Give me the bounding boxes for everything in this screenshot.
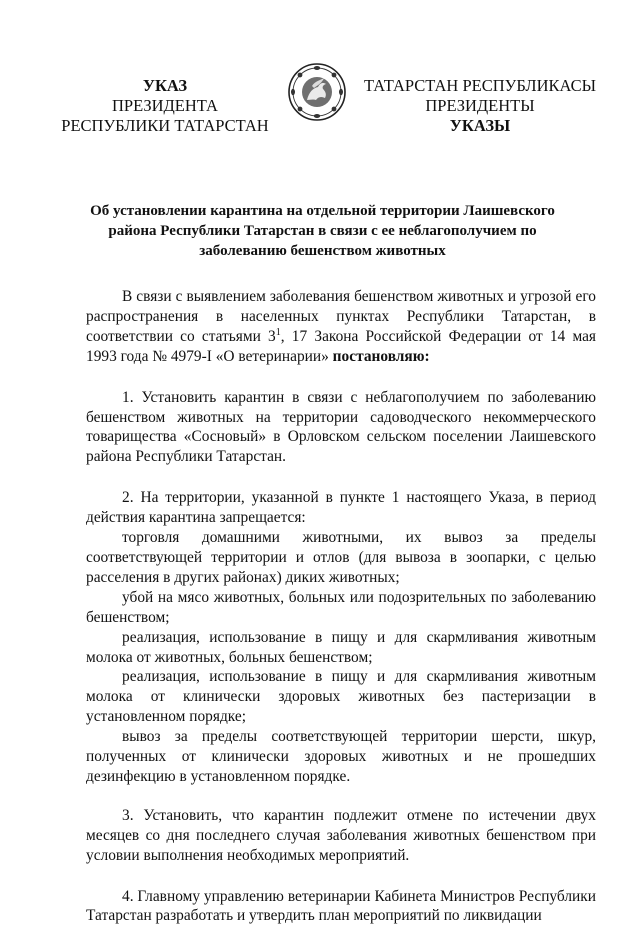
header-right-line-1: ТАТАРСТАН РЕСПУБЛИКАСЫ — [363, 76, 596, 95]
item-2-intro: 2. На территории, указанной в пункте 1 настоящего Указа, в период действия карантина запрещается: — [86, 489, 596, 527]
header-left-line-3: РЕСПУБЛИКИ ТАТАРСТАН — [61, 116, 269, 135]
decree-body — [86, 287, 596, 926]
item-1-paragraph: 1. Установить карантин в связи с неблагополучием по заболеванию бешенством животных на территории садоводческого некоммерческого товарищества «Сосновый» в Орловском сельском поселении Лаишевского района Республики Татарстан. — [86, 388, 596, 466]
coat-of-arms-tatarstan-icon — [287, 62, 347, 122]
header-left-line-2: ПРЕЗИДЕНТА — [112, 96, 218, 115]
title-line-1: Об установлении карантина на отдельной территории Лаишевского — [90, 203, 555, 219]
decree-title — [80, 201, 565, 261]
item-4-paragraph: 4. Главному управлению ветеринарии Кабинета Министров Республики Татарстан разработать и утвердить план мероприятий по ликвидации — [86, 887, 596, 925]
item-3-paragraph: 3. Установить, что карантин подлежит отмене по истечении двух месяцев со дня последнего случая заболевания животных бешенством при условии выполнения необходимых мероприятий. — [86, 806, 596, 864]
header-left-block — [60, 76, 270, 136]
header-right-line-2: ПРЕЗИДЕНТЫ — [425, 96, 535, 115]
preamble-superscript: 1 — [275, 326, 281, 338]
preamble-text-2: , 17 Закона Российской Федерации от 14 мая 1993 года № 4979-I «О ветеринарии» — [86, 327, 596, 365]
item-2-list-4: реализация, использование в пищу и для скармливания животным молока от клинически здоровых животных без пастеризации в установленном порядке; — [86, 668, 596, 726]
preamble-text-1: В связи с выявлением заболевания бешенством животных и угрозой его распространения в населенных пунктах Республики Татарстан, в соответствии со статьями 3 — [86, 288, 596, 345]
item-2-list-5: вывоз за пределы соответствующей территории шерсти, шкур, полученных от клинически здоровых животных и не прошедших дезинфекцию в установленном порядке. — [86, 728, 596, 785]
decree-word: постановляю: — [332, 347, 430, 365]
title-line-3: заболеванию бешенством животных — [199, 243, 446, 259]
header-right-line-3: УКАЗЫ — [449, 116, 511, 135]
item-2-list-1: торговля домашними животными, их вывоз за пределы соответствующей территории и отлов (для вывоза в зоопарки, с целью расселения в других районах) диких животных; — [86, 529, 596, 586]
preamble-paragraph — [86, 287, 596, 367]
item-2-list-3: реализация, использование в пищу и для скармливания животным молока от животных, больных бешенством; — [86, 628, 596, 666]
title-line-2: района Республики Татарстан в связи с ее неблагополучием по — [108, 223, 537, 239]
header-left-line-1: УКАЗ — [142, 76, 188, 95]
item-2-list-2: убой на мясо животных, больных или подозрительных по заболеванию бешенством; — [86, 588, 596, 626]
header-right-block — [362, 76, 598, 136]
